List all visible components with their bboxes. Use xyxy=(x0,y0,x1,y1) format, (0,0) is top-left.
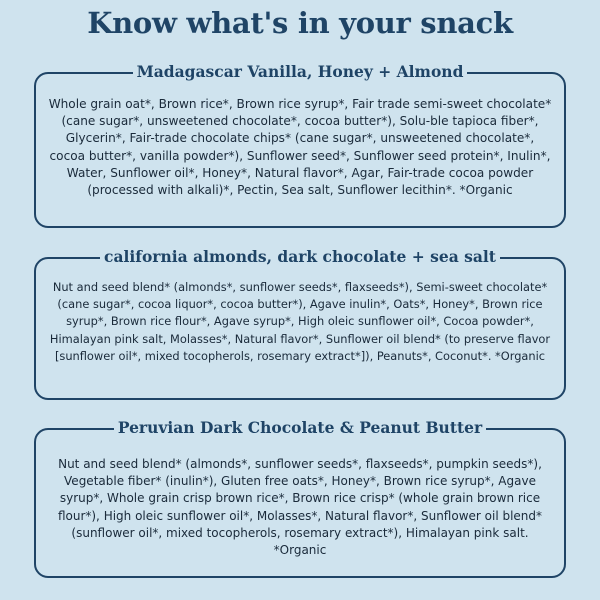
ingredient-panel-vanilla-honey-almond xyxy=(34,62,566,228)
ingredient-panel-dark-chocolate-peanut-butter xyxy=(34,418,566,578)
ingredients-text: Nut and seed blend* (almonds*, sunflower seeds*, flaxseeds*, pumpkin seeds*), Vegetable fiber* (inulin*), Gluten free oats*, Honey*, Brown rice syrup*, Agave syrup*, Whole grain crisp brown rice*, Brown rice crisp* (whole grain brown rice flour*), High oleic sunflower oil*, Molasses*, Natural flavor*, Sunflower oil blend* (sunflower oil*, mixed tocopherols, rosemary extract*), Himalayan pink salt. *Organic xyxy=(57,457,543,558)
ingredients-text: Whole grain oat*, Brown rice*, Brown rice syrup*, Fair trade semi-sweet chocolate* (cane sugar*, unsweetened chocolate*, cocoa butter*), Solu-ble tapioca fiber*, Glycerin*, Fair-trade chocolate chips* (cane sugar*, unsweetened chocolate*, cocoa butter*, vanilla powder*), Sunflower seed*, Sunflower seed protein*, Inulin*, Water, Sunflower oil*, Honey*, Natural flavor*, Agar, Fair-trade cocoa powder (processed with alkali)*, Pectin, Sea salt, Sunflower lecithin*. *Organic xyxy=(48,97,552,198)
panel-title-wrapper xyxy=(36,247,564,267)
ingredient-panel-almonds-dark-chocolate-sea-salt xyxy=(34,247,566,400)
ingredients-text: Nut and seed blend* (almonds*, sunflower seeds*, flaxseeds*), Semi-sweet chocolate* (cane sugar*, cocoa liquor*, cocoa butter*), Agave inulin*, Oats*, Honey*, Brown rice syrup*, Brown rice flour*, Agave syrup*, High oleic sunflower oil*, Cocoa powder*, Himalayan pink salt, Molasses*, Natural flavor*, Sunflower oil blend* (to preserve flavor [sunflower oil*, mixed tocopherols, rosemary extract*]), Peanuts*, Coconut*. *Organic xyxy=(49,280,551,363)
panel-title: Peruvian Dark Chocolate & Peanut Butter xyxy=(114,418,486,437)
panel-title-wrapper xyxy=(36,62,564,82)
page-title: Know what's in your snack xyxy=(87,6,513,40)
panel-title: Madagascar Vanilla, Honey + Almond xyxy=(133,62,468,81)
panel-title: california almonds, dark chocolate + sea salt xyxy=(100,247,500,266)
panel-title-wrapper xyxy=(36,418,564,438)
